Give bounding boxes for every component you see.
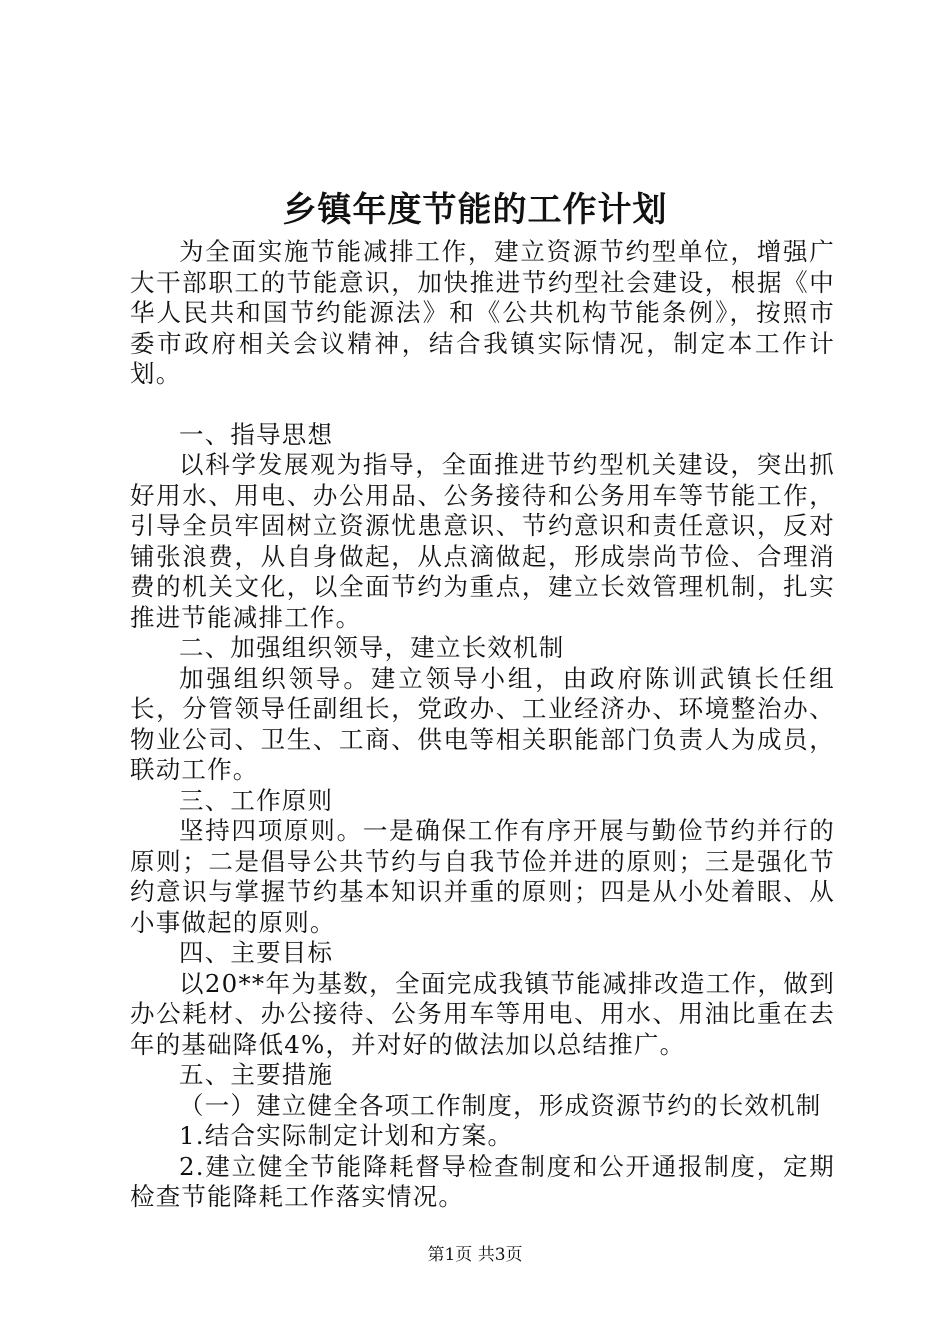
page-number: 第1页 共3页: [427, 1245, 523, 1265]
section-3-text: 坚持四项原则。一是确保工作有序开展与勤俭节约并行的原则；二是倡导公共节约与自我节俭并进的原则；三是强化节约意识与掌握节约基本知识并重的原则；四是从小处着眼、从小事做起的原则。: [130, 816, 835, 937]
section-1-heading: 一、指导思想: [179, 419, 334, 449]
section-3-heading: 三、工作原则: [179, 785, 334, 815]
document-body: [130, 237, 835, 1213]
document-title: 乡镇年度节能的工作计划: [282, 190, 668, 230]
section-1-text: 以科学发展观为指导，全面推进节约型机关建设，突出抓好用水、用电、办公用品、公务接待和公务用车等节能工作，引导全员牢固树立资源忧患意识、节约意识和责任意识，反对铺张浪费，从自身做起，从点滴做起，形成崇尚节俭、合理消费的机关文化，以全面节约为重点，建立长效管理机制，扎实推进节能减排工作。: [130, 450, 835, 632]
section-5-subheading: （一）建立健全各项工作制度，形成资源节约的长效机制: [179, 1090, 822, 1120]
section-4-text: 以20**年为基数，全面完成我镇节能减排改造工作，做到办公耗材、办公接待、公务用车等用电、用水、用油比重在去年的基础降低4%，并对好的做法加以总结推广。: [130, 968, 835, 1059]
paragraph-gap: [130, 390, 835, 420]
section-5-item-2: 2.建立健全节能降耗督导检查制度和公开通报制度，定期检查节能降耗工作落实情况。: [130, 1151, 835, 1211]
section-5-heading: 五、主要措施: [179, 1060, 334, 1089]
section-2-text: 加强组织领导。建立领导小组，由政府陈训武镇长任组长，分管领导任副组长，党政办、工业经济办、环境整治办、物业公司、卫生、工商、供电等相关职能部门负责人为成员，联动工作。: [130, 663, 835, 784]
section-4-heading: 四、主要目标: [179, 938, 334, 967]
section-5-item-1: 1.结合实际制定计划和方案。: [179, 1121, 514, 1150]
intro-paragraph: 为全面实施节能减排工作，建立资源节约型单位，增强广大干部职工的节能意识，加快推进节约型社会建设，根据《中华人民共和国节约能源法》和《公共机构节能条例》，按照市委市政府相关会议精神，结合我镇实际情况，制定本工作计划。: [130, 237, 835, 388]
section-2-heading: 二、加强组织领导，建立长效机制: [179, 633, 565, 662]
